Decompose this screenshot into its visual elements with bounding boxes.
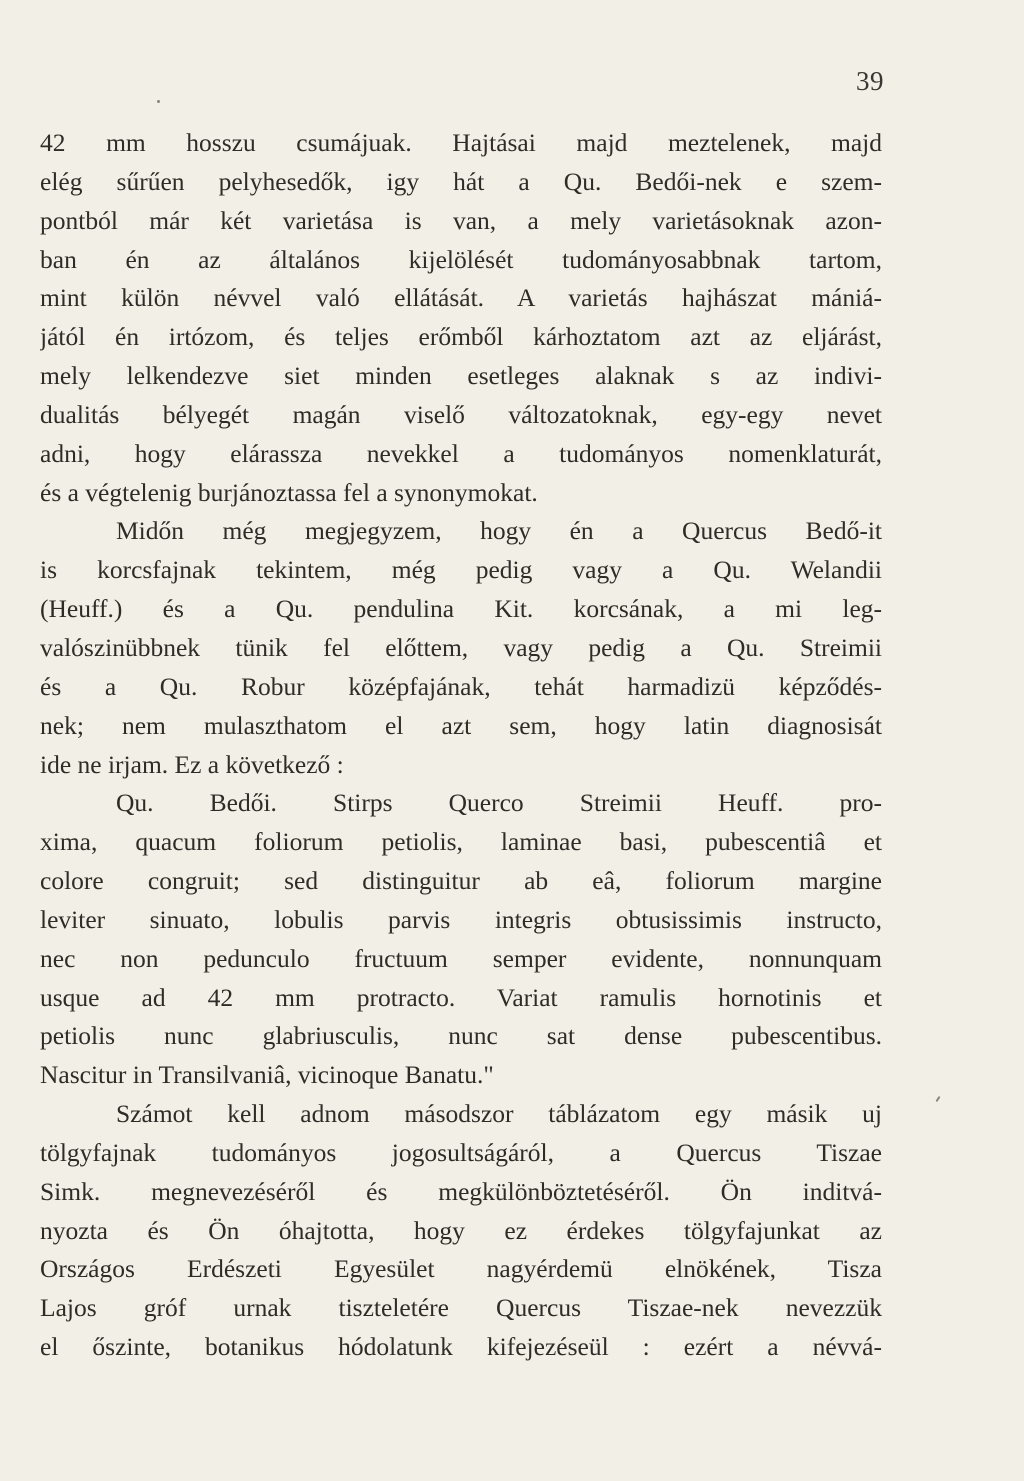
text-line: adni, hogy elárassza nevekkel a tudományos nomenklaturát,	[40, 438, 882, 468]
text-line: mint külön névvel való ellátását. A varietás hajhászat mániá-	[40, 283, 882, 313]
paragraph-start-line: Midőn még megjegyzem, hogy én a Quercus Bedő-it	[116, 516, 882, 546]
text-line: 42 mm hosszu csumájuak. Hajtásai majd meztelenek, majd	[40, 128, 882, 157]
text-line: tölgyfajnak tudományos jogosultságáról, a Quercus Tiszae	[40, 1137, 882, 1167]
text-line: Országos Erdészeti Egyesület nagyérdemü elnökének, Tisza	[40, 1254, 882, 1284]
text-line: Lajos gróf urnak tiszteletére Quercus Tiszae-nek nevezzük	[40, 1293, 882, 1323]
paper-speck	[935, 1096, 940, 1102]
text-line: petiolis nunc glabriusculis, nunc sat dense pubescentibus.	[40, 1021, 882, 1051]
text-line: valószinübbnek tünik fel előttem, vagy pedig a Qu. Streimii	[40, 632, 882, 662]
text-line: usque ad 42 mm protracto. Variat ramulis hornotinis et	[40, 982, 882, 1012]
text-line: colore congruit; sed distinguitur ab eâ, foliorum margine	[40, 866, 882, 896]
text-line: Simk. megnevezéséről és megkülönböztetéséről. Ön inditvá-	[40, 1176, 882, 1206]
text-line: nek; nem mulaszthatom el azt sem, hogy latin diagnosisát	[40, 710, 882, 740]
text-line: dualitás bélyegét magán viselő változatoknak, egy-egy nevet	[40, 399, 882, 429]
text-line: mely lelkendezve siet minden esetleges alaknak s az indivi-	[40, 361, 882, 391]
body-text	[40, 124, 882, 1367]
text-line: nec non pedunculo fructuum semper evidente, nonnunquam	[40, 943, 882, 973]
text-line: xima, quacum foliorum petiolis, laminae basi, pubescentiâ et	[40, 827, 882, 857]
text-line: leviter sinuato, lobulis parvis integris obtusissimis instructo,	[40, 904, 882, 934]
text-line: jától én irtózom, és teljes erőmből kárhoztatom azt az eljárást,	[40, 322, 882, 352]
paragraph-end-line: ide ne irjam. Ez a következő :	[40, 749, 344, 779]
page-number: 39	[856, 66, 884, 96]
paragraph-end-line: Nascitur in Transilvaniâ, vicinoque Banatu."	[40, 1060, 494, 1090]
paragraph-start-line: Számot kell adnom másodszor táblázatom egy másik uj	[116, 1099, 882, 1129]
text-line: ban én az általános kijelölését tudományosabbnak tartom,	[40, 244, 882, 274]
paragraph-end-line: és a végtelenig burjánoztassa fel a synonymokat.	[40, 477, 538, 507]
text-line: pontból már két varietása is van, a mely varietásoknak azon-	[40, 205, 882, 235]
text-line: el őszinte, botanikus hódolatunk kifejezéseül : ezért a névvá-	[40, 1332, 882, 1362]
text-line: nyozta és Ön óhajtotta, hogy ez érdekes tölgyfajunkat az	[40, 1215, 882, 1245]
paper-speck	[157, 100, 160, 103]
text-line: és a Qu. Robur középfajának, tehát harmadizü képződés-	[40, 671, 882, 701]
text-line: (Heuff.) és a Qu. pendulina Kit. korcsának, a mi leg-	[40, 594, 882, 624]
diagnosis-start-line: Qu. Bedői. Stirps Querco Streimii Heuff. pro-	[116, 788, 882, 818]
text-line: elég sűrűen pelyhesedők, igy hát a Qu. Bedői-nek e szem-	[40, 166, 882, 196]
text-line: is korcsfajnak tekintem, még pedig vagy a Qu. Welandii	[40, 555, 882, 585]
